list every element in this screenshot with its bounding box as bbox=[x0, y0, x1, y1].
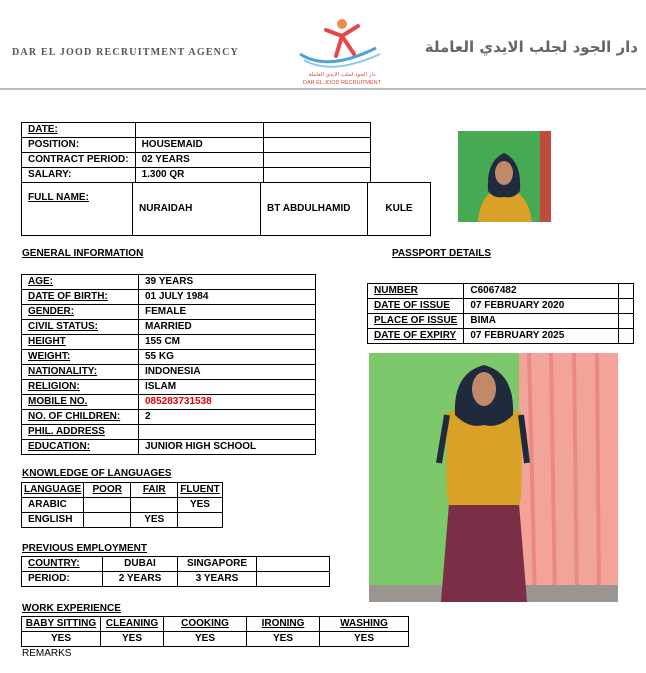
general-value: 55 KG bbox=[139, 350, 316, 365]
general-label: HEIGHT bbox=[22, 335, 139, 350]
period-2: 3 YEARS bbox=[178, 572, 257, 587]
general-label: GENDER: bbox=[22, 305, 139, 320]
table-row bbox=[22, 168, 371, 183]
general-value: 39 YEARS bbox=[139, 275, 316, 290]
date-label: DATE: bbox=[22, 123, 136, 138]
empty-cell bbox=[263, 168, 370, 183]
general-value: MARRIED bbox=[139, 320, 316, 335]
general-value: JUNIOR HIGH SCHOOL bbox=[139, 440, 316, 455]
table-row bbox=[22, 498, 223, 513]
contract-value: 02 YEARS bbox=[135, 153, 263, 168]
general-label: PHIL. ADDRESS bbox=[22, 425, 139, 440]
remarks-label: REMARKS bbox=[22, 648, 72, 659]
passport-value: BIMA bbox=[464, 314, 619, 329]
language-header: FLUENT bbox=[178, 483, 222, 498]
empty-cell bbox=[263, 153, 370, 168]
table-row bbox=[22, 617, 409, 632]
passport-label: DATE OF EXPIRY bbox=[368, 329, 464, 344]
period-3 bbox=[257, 572, 330, 587]
country-2: SINGAPORE bbox=[178, 557, 257, 572]
table-row bbox=[22, 483, 223, 498]
general-label: AGE: bbox=[22, 275, 139, 290]
table-row bbox=[368, 329, 634, 344]
table-row bbox=[22, 572, 330, 587]
salary-value: 1.300 QR bbox=[135, 168, 263, 183]
empty-cell bbox=[619, 329, 634, 344]
full-name-table bbox=[21, 182, 431, 236]
language-header: POOR bbox=[84, 483, 131, 498]
position-value: HOUSEMAID bbox=[135, 138, 263, 153]
experience-value: YES bbox=[22, 632, 101, 647]
language-cell: ENGLISH bbox=[22, 513, 84, 528]
table-row bbox=[22, 380, 316, 395]
experience-header: COOKING bbox=[164, 617, 247, 632]
period-label: PERIOD: bbox=[22, 572, 103, 587]
logo-caption-arabic: دار الجود لجلب الايدي العاملة bbox=[308, 72, 376, 78]
language-cell: YES bbox=[178, 498, 222, 513]
experience-heading: WORK EXPERIENCE bbox=[22, 603, 121, 614]
agency-name-english: DAR EL JOOD RECRUITMENT AGENCY bbox=[12, 47, 239, 58]
table-row bbox=[368, 299, 634, 314]
table-row bbox=[22, 123, 371, 138]
passport-label: PLACE OF ISSUE bbox=[368, 314, 464, 329]
table-row bbox=[22, 320, 316, 335]
passport-table bbox=[367, 283, 634, 344]
general-label: MOBILE NO. bbox=[22, 395, 139, 410]
general-label: RELIGION: bbox=[22, 380, 139, 395]
job-details-table bbox=[21, 122, 371, 183]
passport-label: DATE OF ISSUE bbox=[368, 299, 464, 314]
general-label: EDUCATION: bbox=[22, 440, 139, 455]
empty-cell bbox=[263, 123, 370, 138]
contract-label: CONTRACT PERIOD: bbox=[22, 153, 136, 168]
experience-value: YES bbox=[101, 632, 164, 647]
general-value: ISLAM bbox=[139, 380, 316, 395]
passport-heading: PASSPORT DETAILS bbox=[392, 248, 492, 259]
passport-value: 07 FEBRUARY 2020 bbox=[464, 299, 619, 314]
first-name: NURAIDAH bbox=[133, 183, 261, 236]
general-value: 01 JULY 1984 bbox=[139, 290, 316, 305]
position-label: POSITION: bbox=[22, 138, 136, 153]
header-divider bbox=[0, 88, 646, 90]
general-info-heading: GENERAL INFORMATION bbox=[22, 248, 144, 259]
general-label: NO. OF CHILDREN: bbox=[22, 410, 139, 425]
language-cell bbox=[178, 513, 222, 528]
table-row bbox=[22, 275, 316, 290]
general-value: 085283731538 bbox=[139, 395, 316, 410]
table-row bbox=[22, 335, 316, 350]
empty-cell bbox=[263, 138, 370, 153]
table-row bbox=[22, 440, 316, 455]
table-row bbox=[368, 284, 634, 299]
table-row bbox=[22, 410, 316, 425]
table-row bbox=[22, 305, 316, 320]
full-body-photo bbox=[369, 353, 618, 602]
passport-value: C6067482 bbox=[464, 284, 619, 299]
passport-label: NUMBER bbox=[368, 284, 464, 299]
empty-cell bbox=[619, 299, 634, 314]
table-row bbox=[368, 314, 634, 329]
portrait-photo bbox=[458, 131, 551, 222]
table-row bbox=[22, 290, 316, 305]
general-value bbox=[139, 425, 316, 440]
experience-value: YES bbox=[164, 632, 247, 647]
date-value bbox=[135, 123, 263, 138]
experience-header: BABY SITTING bbox=[22, 617, 101, 632]
empty-cell bbox=[619, 314, 634, 329]
country-3 bbox=[257, 557, 330, 572]
agency-logo bbox=[288, 14, 396, 88]
logo-caption-english: DAR EL JOOD RECRUITMENT bbox=[302, 80, 382, 86]
table-row bbox=[22, 153, 371, 168]
table-row bbox=[22, 350, 316, 365]
language-cell: YES bbox=[131, 513, 178, 528]
language-cell bbox=[131, 498, 178, 513]
period-1: 2 YEARS bbox=[103, 572, 178, 587]
experience-header: WASHING bbox=[320, 617, 409, 632]
language-cell bbox=[84, 498, 131, 513]
general-label: WEIGHT: bbox=[22, 350, 139, 365]
general-value: FEMALE bbox=[139, 305, 316, 320]
passport-value: 07 FEBRUARY 2025 bbox=[464, 329, 619, 344]
table-row bbox=[22, 183, 431, 236]
experience-value: YES bbox=[320, 632, 409, 647]
general-label: NATIONALITY: bbox=[22, 365, 139, 380]
language-header: FAIR bbox=[131, 483, 178, 498]
languages-table bbox=[21, 482, 223, 528]
agency-name-arabic: دار الجود لجلب الايدي العاملة bbox=[424, 38, 638, 56]
table-row bbox=[22, 138, 371, 153]
general-value: 155 CM bbox=[139, 335, 316, 350]
country-label: COUNTRY: bbox=[22, 557, 103, 572]
last-name: KULE bbox=[368, 183, 431, 236]
experience-header: IRONING bbox=[247, 617, 320, 632]
general-value: 2 bbox=[139, 410, 316, 425]
general-value: INDONESIA bbox=[139, 365, 316, 380]
general-label: DATE OF BIRTH: bbox=[22, 290, 139, 305]
languages-heading: KNOWLEDGE OF LANGUAGES bbox=[22, 468, 172, 479]
salary-label: SALARY: bbox=[22, 168, 136, 183]
empty-cell bbox=[619, 284, 634, 299]
employment-table bbox=[21, 556, 330, 587]
table-row bbox=[22, 513, 223, 528]
table-row bbox=[22, 395, 316, 410]
general-info-table bbox=[21, 274, 316, 455]
table-row bbox=[22, 425, 316, 440]
general-label: CIVIL STATUS: bbox=[22, 320, 139, 335]
language-cell: ARABIC bbox=[22, 498, 84, 513]
fullname-label: FULL NAME: bbox=[22, 183, 133, 236]
middle-name: BT ABDULHAMID bbox=[261, 183, 368, 236]
experience-table bbox=[21, 616, 409, 647]
table-row bbox=[22, 632, 409, 647]
employment-heading: PREVIOUS EMPLOYMENT bbox=[22, 543, 148, 554]
table-row bbox=[22, 365, 316, 380]
experience-header: CLEANING bbox=[101, 617, 164, 632]
language-cell bbox=[84, 513, 131, 528]
table-row bbox=[22, 557, 330, 572]
language-header: LANGUAGE bbox=[22, 483, 84, 498]
experience-value: YES bbox=[247, 632, 320, 647]
country-1: DUBAI bbox=[103, 557, 178, 572]
